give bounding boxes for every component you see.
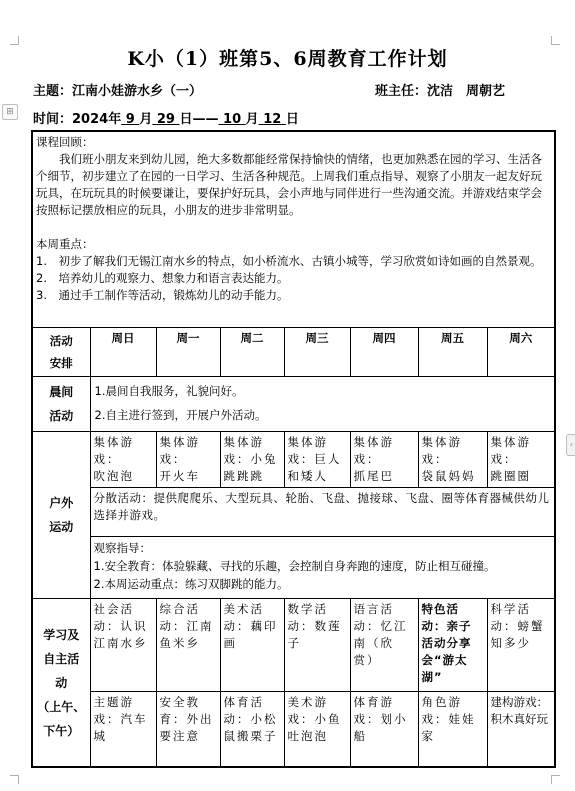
learning-label-cell — [32, 599, 90, 768]
theme-label: 主题： — [33, 84, 73, 99]
time-dash: —— — [192, 112, 219, 127]
weekly-plan-table — [31, 130, 556, 768]
guidance-item: 2.本周运动重点：练习双脚跳的能力。 — [93, 577, 289, 591]
group-game-type: 集体游戏： — [421, 435, 462, 466]
morning-label-cell — [32, 377, 90, 432]
arrangement-label: 安排 — [49, 356, 73, 370]
teacher-label: 班主任： — [375, 84, 428, 99]
guidance-heading: 观察指导： — [93, 541, 151, 555]
time-line — [33, 108, 299, 127]
month-char: 月 — [245, 112, 259, 127]
day-header: 周三 — [284, 328, 350, 377]
learning-activity-cell: 语言活动：忆江南（欣赏） — [350, 599, 418, 692]
start-day: 29 — [156, 112, 175, 127]
group-game-type: 集体游戏： — [93, 435, 134, 466]
learning-activity-cell: 科学活动：螃蟹知多少 — [487, 599, 555, 692]
time-year: 2024年 — [72, 112, 122, 127]
group-game-cell — [220, 432, 284, 488]
time-label: 时间： — [33, 112, 73, 127]
group-game-type: 集体游戏： — [490, 435, 531, 466]
guidance-row — [32, 537, 555, 599]
table-move-handle-icon[interactable]: ⊞ — [2, 104, 18, 120]
side-panel-toggle-icon[interactable]: ‹ — [566, 434, 575, 456]
focus-heading: 本周重点： — [36, 237, 94, 251]
group-game-cell — [284, 432, 350, 488]
morning-activity: 1.晨间自我服务，礼貌问好。 — [94, 384, 244, 398]
group-game-cell — [156, 432, 220, 488]
end-month: 10 — [223, 112, 242, 127]
morning-activity: 2.自主进行签到，开展户外活动。 — [94, 408, 267, 422]
page-corner-mark — [10, 775, 19, 784]
focus-item: 1. 初步了解我们无锡江南水乡的特点，如小桥流水、古镇小城等，学习欣赏如诗如画的自然景观。 — [36, 254, 542, 268]
end-day: 12 — [263, 112, 282, 127]
learning-activity-cell: 美术活动：藕印画 — [220, 599, 284, 692]
outdoor-label: 运动 — [49, 520, 74, 534]
learning-activity-cell: 社会活动：认识江南水乡 — [90, 599, 156, 692]
learning-activity-cell: 主题游戏：汽车城 — [90, 692, 156, 768]
learning-activity-cell: 建构游戏：积木真好玩 — [487, 692, 555, 768]
learning-row-1 — [32, 599, 555, 692]
scattered-activities-cell: 分散活动：提供爬爬乐、大型玩具、轮胎、飞盘、抛接球、飞盘、圈等体育器械供幼儿选择并游戏。 — [90, 488, 555, 537]
learning-label: （上午、 — [37, 699, 86, 714]
course-review-cell — [32, 131, 555, 328]
featured-activity-cell: 特色活动：亲子活动分享会“游太湖” — [418, 599, 487, 692]
activity-label-cell — [32, 328, 90, 377]
learning-activity-cell: 数学活动：数莲子 — [284, 599, 350, 692]
learning-label: 自主活 — [43, 651, 80, 666]
document-title: K小（1）班第5、6周教育工作计划 — [127, 48, 448, 70]
review-body: 我们班小朋友来到幼儿园，绝大多数都能经常保持愉快的情绪，也更加熟悉在园的学习、生活各个细节，初步建立了在园的一日学习、生活各种规范。上周我们重点指导、观察了小朋友一起友好玩玩具，在玩玩具的时候要谦让，要保护好玩具，会小声地与同伴进行一些沟通交流。并游戏结束学会按照标记摆放相应的玩具，小朋友的进步非常明显。 — [36, 152, 542, 217]
learning-activity-cell: 安全教育：外出要注意 — [156, 692, 220, 768]
day-header: 周五 — [418, 328, 487, 377]
day-header: 周四 — [350, 328, 418, 377]
morning-label: 活动 — [49, 409, 74, 423]
group-game-type: 集体游戏：巨人 — [287, 435, 342, 466]
learning-label: 下午） — [43, 723, 80, 738]
learning-label: 动 — [55, 675, 68, 690]
learning-activity-cell: 角色游戏：娃娃家 — [418, 692, 487, 768]
group-game-type: 集体游戏： — [353, 435, 394, 466]
outdoor-label: 户外 — [49, 496, 74, 510]
group-game-name: 跳跳跳 — [223, 469, 264, 483]
guidance-item: 1.安全教育：体验躲藏、寻找的乐趣，会控制自身奔跑的速度，防止相互碰撞。 — [93, 559, 496, 573]
day-header: 周日 — [90, 328, 156, 377]
review-heading: 课程回顾： — [36, 135, 94, 149]
page-corner-mark — [551, 775, 560, 784]
day-char: 日 — [285, 112, 299, 127]
guidance-cell — [90, 537, 555, 599]
schedule-header-row — [32, 328, 555, 377]
scattered-activities-row — [32, 488, 555, 537]
learning-activity-cell: 体育活动：小松鼠搬栗子 — [220, 692, 284, 768]
learning-activity-cell: 体育游戏：划小船 — [350, 692, 418, 768]
month-char: 月 — [139, 112, 153, 127]
morning-row — [32, 377, 555, 432]
group-game-type: 集体游戏： — [159, 435, 200, 466]
group-game-type: 集体游戏：小兔 — [223, 435, 278, 466]
group-game-name: 和矮人 — [287, 469, 328, 483]
teacher-line — [375, 80, 505, 99]
learning-activity-cell: 美术游戏：小鱼吐泡泡 — [284, 692, 350, 768]
outdoor-label-cell — [32, 432, 90, 599]
day-char: 日 — [179, 112, 193, 127]
learning-row-2 — [32, 692, 555, 768]
morning-activities-cell — [90, 377, 555, 432]
outdoor-games-row — [32, 432, 555, 488]
morning-label: 晨间 — [49, 385, 74, 399]
group-game-name: 抓尾巴 — [353, 469, 394, 483]
activity-label: 活动 — [49, 334, 73, 348]
learning-activity-cell: 综合活动：江南鱼米乡 — [156, 599, 220, 692]
day-header: 周一 — [156, 328, 220, 377]
focus-item: 3. 通过手工制作等活动，锻炼幼儿的动手能力。 — [36, 288, 289, 302]
group-game-cell — [350, 432, 418, 488]
group-game-name: 跳圈圈 — [490, 469, 531, 483]
review-row — [32, 131, 555, 328]
theme-value: 江南小娃游水乡（一） — [72, 84, 203, 99]
group-game-name: 吹泡泡 — [93, 469, 134, 483]
day-header: 周二 — [220, 328, 284, 377]
theme-line — [33, 80, 202, 99]
group-game-cell — [90, 432, 156, 488]
start-month: 9 — [125, 112, 135, 127]
teacher-value: 沈洁 周朝艺 — [427, 84, 506, 99]
day-header: 周六 — [487, 328, 555, 377]
learning-label: 学习及 — [43, 627, 80, 642]
focus-item: 2. 培养幼儿的观察力、想象力和语言表达能力。 — [36, 271, 289, 285]
group-game-cell — [487, 432, 555, 488]
group-game-name: 开火车 — [159, 469, 200, 483]
group-game-cell — [418, 432, 487, 488]
group-game-name: 袋鼠妈妈 — [421, 469, 476, 483]
